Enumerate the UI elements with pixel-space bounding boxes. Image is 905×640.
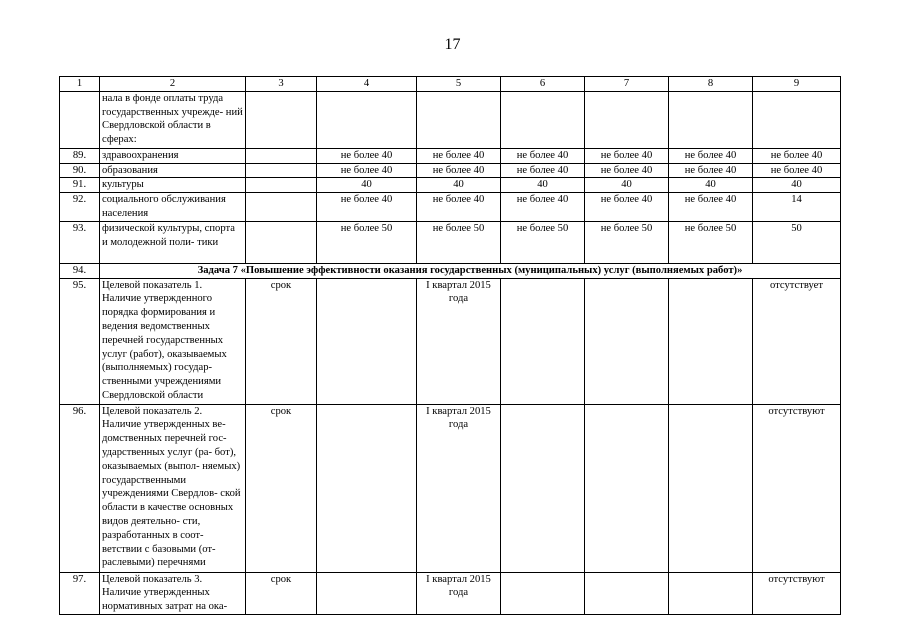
table-row [60,221,841,263]
value-cell [501,404,585,572]
value-cell: не более 40 [753,148,841,163]
value-cell: не более 40 [585,148,669,163]
unit-cell: срок [246,572,317,614]
indicator-name: социального обслуживания населения [100,193,246,222]
table-row [60,193,841,222]
value-cell [669,404,753,572]
value-cell [585,572,669,614]
value-cell: не более 40 [501,148,585,163]
column-header: 5 [417,77,501,92]
value-cell: 40 [585,178,669,193]
unit-cell [246,178,317,193]
indicator-name: культуры [100,178,246,193]
value-cell: не более 50 [501,221,585,263]
indicator-name: здравоохранения [100,148,246,163]
value-cell: отсутствуют [753,404,841,572]
row-number: 97. [60,572,100,614]
value-cell: не более 40 [669,193,753,222]
row-number: 95. [60,278,100,404]
value-cell: не более 40 [317,163,417,178]
unit-cell [246,148,317,163]
value-cell: 40 [669,178,753,193]
unit-cell: срок [246,278,317,404]
value-cell [669,91,753,148]
value-cell: 14 [753,193,841,222]
value-cell: 40 [501,178,585,193]
value-cell: 40 [417,178,501,193]
value-cell: 40 [753,178,841,193]
value-cell [669,278,753,404]
row-number-cell [60,91,100,148]
value-cell: 40 [317,178,417,193]
value-cell: не более 40 [753,163,841,178]
value-cell: отсутствует [753,278,841,404]
value-cell: не более 50 [417,221,501,263]
value-cell [585,404,669,572]
column-header: 2 [100,77,246,92]
value-cell: не более 40 [417,148,501,163]
value-cell [669,572,753,614]
unit-cell [246,91,317,148]
value-cell: не более 40 [501,163,585,178]
row-number: 92. [60,193,100,222]
value-cell: I квартал 2015 года [417,278,501,404]
value-cell [501,572,585,614]
table-row [60,278,841,404]
row-number: 94. [60,263,100,278]
indicator-name: образования [100,163,246,178]
value-cell [317,91,417,148]
indicator-name: Целевой показатель 1. Наличие утвержденного порядка формирования и ведения ведомственных перечней государственных услуг (работ), оказываемых (выполняемых) государ- ственными учреждениями Свердловской области [100,278,246,404]
value-cell [585,91,669,148]
value-cell [585,278,669,404]
unit-cell: срок [246,404,317,572]
value-cell [317,404,417,572]
row-number: 91. [60,178,100,193]
column-header: 6 [501,77,585,92]
task-row [60,263,841,278]
value-cell: I квартал 2015 года [417,572,501,614]
column-header: 7 [585,77,669,92]
value-cell: не более 40 [417,193,501,222]
unit-cell [246,193,317,222]
value-cell: отсутствуют [753,572,841,614]
value-cell: не более 40 [585,193,669,222]
value-cell: не более 40 [585,163,669,178]
indicators-table [59,76,841,615]
column-header: 8 [669,77,753,92]
continuation-text: нала в фонде оплаты труда государственных учрежде- ний Свердловской области в сферах: [100,91,246,148]
row-number: 90. [60,163,100,178]
value-cell [501,278,585,404]
row-number: 96. [60,404,100,572]
page-number: 17 [444,36,461,53]
table-row [60,163,841,178]
value-cell [317,278,417,404]
unit-cell [246,163,317,178]
column-header: 1 [60,77,100,92]
value-cell: не более 40 [501,193,585,222]
indicator-name: Целевой показатель 3. Наличие утвержденных нормативных затрат на ока- [100,572,246,614]
unit-cell [246,221,317,263]
indicator-name: Целевой показатель 2. Наличие утвержденных ве- домственных перечней гос- ударственных услуг (ра- бот), оказываемых (выпол- няемых) государственными учреждениями Свердлов- ской области в качестве основных видов деятельно- сти, разработанных в соот- ветствии с базовыми (от- раслевыми) перечнями [100,404,246,572]
value-cell: не более 50 [669,221,753,263]
column-header: 4 [317,77,417,92]
value-cell: не более 40 [317,193,417,222]
value-cell: 50 [753,221,841,263]
continuation-row [60,91,841,148]
column-header-row [60,77,841,92]
table-row [60,572,841,614]
value-cell: I квартал 2015 года [417,404,501,572]
value-cell: не более 40 [317,148,417,163]
value-cell [417,91,501,148]
table-row [60,404,841,572]
value-cell: не более 40 [417,163,501,178]
value-cell: не более 40 [669,163,753,178]
value-cell [501,91,585,148]
value-cell: не более 50 [585,221,669,263]
value-cell [753,91,841,148]
table-row [60,178,841,193]
table-row [60,148,841,163]
value-cell [317,572,417,614]
row-number: 89. [60,148,100,163]
column-header: 9 [753,77,841,92]
column-header: 3 [246,77,317,92]
indicator-name: физической культуры, спорта и молодежной поли- тики [100,221,246,263]
row-number: 93. [60,221,100,263]
value-cell: не более 40 [669,148,753,163]
value-cell: не более 50 [317,221,417,263]
task-heading: Задача 7 «Повышение эффективности оказания государственных (муниципальных) услуг (выполняемых работ)» [100,263,841,278]
